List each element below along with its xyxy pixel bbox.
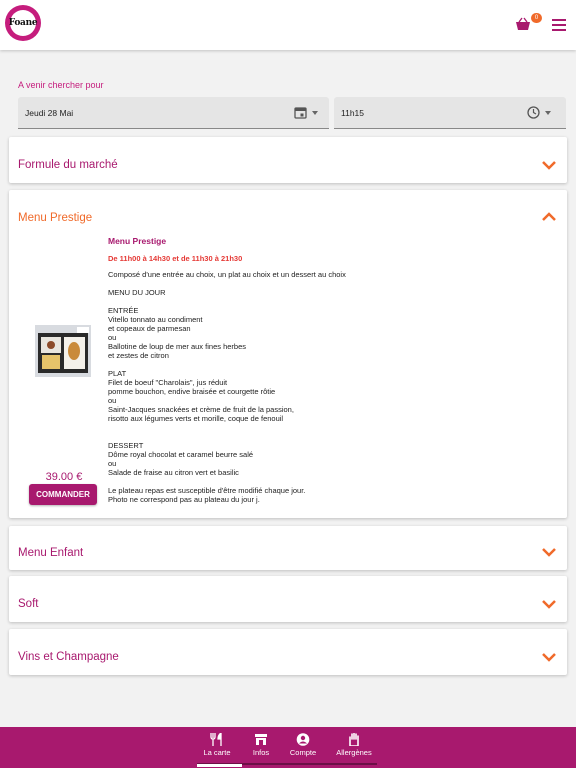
dish-title: Menu Prestige: [108, 236, 167, 246]
nav-label: Allergènes: [336, 748, 372, 757]
section-title: Formule du marché: [18, 159, 118, 171]
nav-label: Infos: [252, 748, 270, 757]
section-menu-enfant[interactable]: [9, 526, 567, 570]
utensils-icon: [210, 733, 224, 746]
section-soft[interactable]: [9, 576, 567, 622]
section-vins-et-champagne[interactable]: [9, 629, 567, 675]
chevron-down-icon: [312, 111, 318, 115]
meal-tray-photo: [35, 325, 91, 377]
clock-icon: [527, 106, 540, 119]
account-icon: [296, 733, 310, 746]
pickup-date-value: Jeudi 28 Mai: [25, 108, 74, 118]
hand-icon: [347, 733, 361, 746]
chevron-down-icon[interactable]: [541, 599, 557, 609]
chevron-up-icon[interactable]: [541, 212, 557, 222]
calendar-icon: [294, 106, 307, 119]
basket-icon[interactable]: [515, 17, 531, 31]
pickup-time-value: 11h15: [341, 108, 365, 118]
nav-item-infos[interactable]: [248, 733, 274, 757]
chevron-down-icon[interactable]: [541, 160, 557, 170]
dish-description: Composé d'une entrée au choix, un plat au choix et un dessert au choix MENU DU JOUR ENTRÉE Vitello tonnato au condiment et copeaux de parmesan ou Ballotine de loup de mer aux fines herbes et zestes de citron PLAT Filet de boeuf "Charolais", jus réduit pomme bouchon, endive braisée et courgette rôtie ou Saint-Jacques snackées et crème de fruit de la passion, risotto aux légumes verts et morille, coque de fenouil DESSERT Dôme royal chocolat et caramel beurre salé ou Salade de fraise au citron vert et basilic Le plateau repas est susceptible d'être modifié chaque jour. Photo ne correspond pas au plateau du jour j.: [108, 270, 346, 504]
nav-label: Compte: [289, 748, 317, 757]
pickup-date-select[interactable]: [18, 97, 329, 129]
hamburger-menu-icon[interactable]: [552, 19, 566, 31]
section-title: Soft: [18, 598, 39, 610]
section-menu-prestige: [9, 190, 567, 518]
dish-hours: De 11h00 à 14h30 et de 11h30 à 21h30: [108, 254, 243, 263]
logo-text: Foane: [10, 10, 36, 36]
chevron-down-icon[interactable]: [541, 547, 557, 557]
store-icon: [254, 733, 268, 746]
section-title: Vins et Champagne: [18, 651, 119, 663]
order-button[interactable]: COMMANDER: [29, 484, 97, 505]
bottom-navigation: [0, 727, 576, 768]
app-header: [0, 0, 576, 50]
nav-active-indicator: [197, 764, 242, 767]
brand-logo[interactable]: [5, 5, 41, 41]
nav-item-la-carte[interactable]: [200, 733, 234, 757]
nav-item-allergenes[interactable]: [333, 733, 375, 757]
menu-price: 39.00 €: [45, 471, 83, 483]
pickup-time-select[interactable]: [334, 97, 566, 129]
chevron-down-icon[interactable]: [541, 652, 557, 662]
section-formule-du-marche[interactable]: [9, 137, 567, 183]
section-title: Menu Prestige: [18, 212, 93, 224]
nav-label: La carte: [203, 748, 231, 757]
cart-count-badge: 0: [531, 13, 542, 23]
nav-item-compte[interactable]: [287, 733, 319, 757]
section-title: Menu Enfant: [18, 547, 84, 559]
pickup-label: A venir chercher pour: [18, 80, 104, 90]
chevron-down-icon: [545, 111, 551, 115]
